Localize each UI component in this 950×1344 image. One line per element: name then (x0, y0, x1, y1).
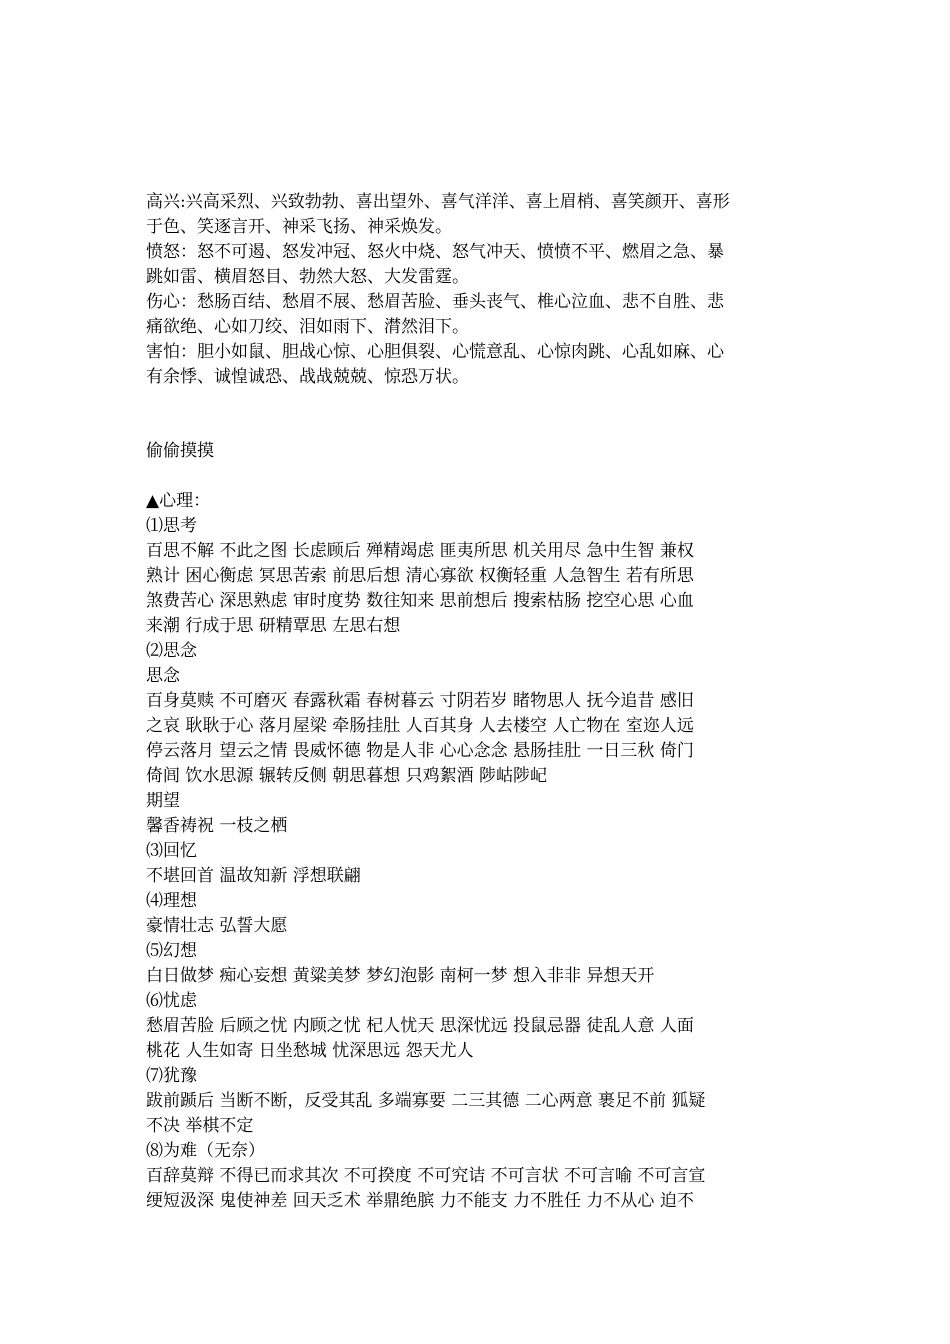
text-line: 于色、笑逐言开、神采飞扬、神采焕发。 (146, 217, 452, 237)
text-line: 伤心：愁肠百结、愁眉不展、愁眉苦脸、垂头丧气、椎心泣血、悲不自胜、悲 (146, 292, 724, 312)
spacer (146, 464, 806, 489)
text-line: 害怕：胆小如鼠、胆战心惊、心胆俱裂、心慌意乱、心惊肉跳、心乱如麻、心 (146, 342, 724, 362)
text-line: 不堪回首 温故知新 浮想联翩 (146, 866, 361, 886)
text-line: 痛欲绝、心如刀绞、泪如雨下、潸然泪下。 (146, 317, 469, 337)
text-line: 之哀 耿耿于心 落月屋梁 牵肠挂肚 人百其身 人去楼空 人亡物在 室迩人远 (146, 716, 694, 736)
text-line: 倚闾 饮水思源 辗转反侧 朝思暮想 只鸡絮酒 陟岵陟屺 (146, 766, 548, 786)
psychology-section (146, 489, 806, 1214)
subsection-heading: ⑴思考 (146, 516, 197, 536)
text-line: 豪情壮志 弘誓大愿 (146, 916, 288, 936)
text-line: 百身莫赎 不可磨灭 春露秋霜 春树暮云 寸阴若岁 睹物思人 抚今追昔 感旧 (146, 691, 694, 711)
text-line: 高兴:兴高采烈、兴致勃勃、喜出望外、喜气洋洋、喜上眉梢、喜笑颜开、喜形 (146, 192, 730, 212)
text-line: 绠短汲深 鬼使神差 回天乏术 举鼎绝膑 力不能支 力不胜任 力不从心 迫不 (146, 1191, 694, 1211)
text-line: 百思不解 不此之图 长虑顾后 殚精竭虑 匪夷所思 机关用尽 急中生智 兼权 (146, 541, 694, 561)
document-body (146, 190, 806, 1214)
text-line: 有余悸、诚惶诚恐、战战兢兢、惊恐万状。 (146, 367, 469, 387)
standalone-word: 偷偷摸摸 (146, 441, 214, 461)
text-line: 桃花 人生如寄 日坐愁城 忧深思远 怨天尤人 (146, 1041, 474, 1061)
text-line: 来潮 行成于思 研精覃思 左思右想 (146, 616, 401, 636)
text-line: 不决 举棋不定 (146, 1116, 254, 1136)
subsection-heading: ⑶回忆 (146, 841, 197, 861)
subsection-heading: 思念 (146, 666, 180, 686)
subsection-heading: ⑻为难（无奈） (146, 1141, 265, 1161)
section-heading: ▲心理： (146, 491, 211, 511)
subsection-heading: ⑹忧虑 (146, 991, 197, 1011)
emotion-idioms-section (146, 190, 806, 390)
subsection-heading: ⑺犹豫 (146, 1066, 197, 1086)
text-line: 馨香祷祝 一枝之栖 (146, 816, 288, 836)
subsection-heading: ⑸幻想 (146, 941, 197, 961)
text-line: 停云落月 望云之情 畏威怀德 物是人非 心心念念 悬肠挂肚 一日三秋 倚门 (146, 741, 694, 761)
text-line: 跳如雷、横眉怒目、勃然大怒、大发雷霆。 (146, 267, 469, 287)
text-line: 跋前踬后 当断不断，反受其乱 多端寡要 二三其德 二心两意 裹足不前 狐疑 (146, 1091, 706, 1111)
spacer (146, 390, 806, 439)
text-line: 愤怒：怒不可遏、怒发冲冠、怒火中烧、怒气冲天、愤愤不平、燃眉之急、暴 (146, 242, 724, 262)
text-line: 煞费苦心 深思熟虑 审时度势 数往知来 思前想后 搜索枯肠 挖空心思 心血 (146, 591, 694, 611)
subsection-heading: 期望 (146, 791, 180, 811)
text-line: 愁眉苦脸 后顾之忧 内顾之忧 杞人忧天 思深忧远 投鼠忌器 徒乱人意 人面 (146, 1016, 694, 1036)
text-line: 百辞莫辩 不得已而求其次 不可揆度 不可究诘 不可言状 不可言喻 不可言宣 (146, 1166, 706, 1186)
text-line: 白日做梦 痴心妄想 黄粱美梦 梦幻泡影 南柯一梦 想入非非 异想天开 (146, 966, 655, 986)
subsection-heading: ⑵思念 (146, 641, 197, 661)
subsection-heading: ⑷理想 (146, 891, 197, 911)
text-line: 熟计 困心衡虑 冥思苦索 前思后想 清心寡欲 权衡轻重 人急智生 若有所思 (146, 566, 694, 586)
